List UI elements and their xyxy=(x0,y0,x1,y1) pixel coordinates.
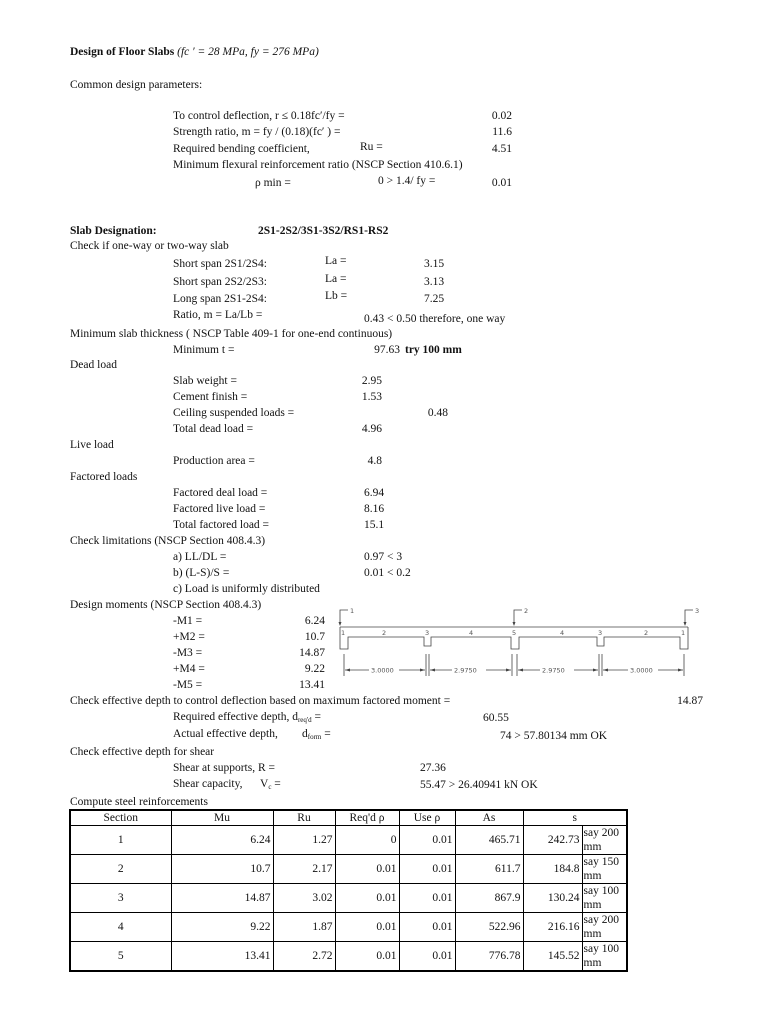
moment-m2-label: +M2 = xyxy=(173,631,205,643)
title-bold: Design of Floor Slabs xyxy=(70,46,175,58)
shear-support-label: Shear at supports, R = xyxy=(173,762,275,774)
cell-s: 184.8 xyxy=(523,855,582,884)
min-flexural-heading: Minimum flexural reinforcement ratio (NSCP Section 410.6.1) xyxy=(173,159,463,171)
cell-ru: 1.87 xyxy=(273,913,335,942)
min-t-label: Minimum t = xyxy=(173,344,235,356)
min-t-value: 97.63 xyxy=(374,344,400,356)
cell-as: 522.96 xyxy=(455,913,523,942)
section-marker-3: 3 xyxy=(695,607,700,615)
page-title xyxy=(70,45,319,59)
factored-dead-value: 6.94 xyxy=(364,487,385,499)
factored-loads-heading: Factored loads xyxy=(70,471,138,483)
ll-dl-value: 0.97 < 3 xyxy=(364,551,403,563)
short-span-2-symbol: La = xyxy=(325,273,347,285)
actual-depth-value: 74 > 57.80134 mm OK xyxy=(500,730,608,742)
strength-ratio-label: Strength ratio, m = fy / (0.18)(fc′ ) = xyxy=(173,126,341,138)
col-section: Section xyxy=(70,810,171,826)
cell-mu: 9.22 xyxy=(171,913,273,942)
cell-section: 1 xyxy=(70,826,171,855)
svg-text:5: 5 xyxy=(512,629,517,637)
shear-capacity-label: Shear capacity, xyxy=(173,778,243,790)
rho-min-label: ρ min = xyxy=(255,177,291,189)
col-spacing: s xyxy=(523,810,627,826)
deflection-check-heading: Check effective depth to control deflection based on maximum factored moment = xyxy=(70,695,451,707)
col-as: As xyxy=(455,810,523,826)
cell-s: 216.16 xyxy=(523,913,582,942)
dead-load-heading: Dead load xyxy=(70,359,117,371)
moment-m5-value: 13.41 xyxy=(299,679,325,691)
limitations-heading: Check limitations (NSCP Section 408.4.3) xyxy=(70,535,266,547)
col-ru: Ru xyxy=(273,810,335,826)
cement-finish-value: 1.53 xyxy=(361,391,382,403)
col-reqd-rho: Req'd ρ xyxy=(335,810,399,826)
svg-text:3: 3 xyxy=(425,629,430,637)
shear-check-heading: Check effective depth for shear xyxy=(70,746,215,758)
rho-min-value: 0.01 xyxy=(491,177,512,189)
long-span-value: 7.25 xyxy=(424,293,445,305)
svg-text:4: 4 xyxy=(469,629,474,637)
long-span-symbol: Lb = xyxy=(325,290,348,302)
total-factored-value: 15.1 xyxy=(364,519,385,531)
cell-mu: 6.24 xyxy=(171,826,273,855)
shear-capacity-symbol: $V_c$ = xyxy=(260,778,281,791)
continuous-slab-diagram xyxy=(336,604,708,686)
cell-as: 776.78 xyxy=(455,942,523,972)
cell-use: 0.01 xyxy=(399,826,455,855)
table-row xyxy=(70,884,627,913)
cell-mu: 13.41 xyxy=(171,942,273,972)
max-moment-value: 14.87 xyxy=(677,695,703,707)
svg-text:3: 3 xyxy=(598,629,603,637)
title-params: (fc ′ = 28 MPa, fy = 276 MPa) xyxy=(177,46,319,58)
actual-depth-symbol: $d_{form}$ = xyxy=(302,728,331,741)
span-diff-label: b) (L-S)/S = xyxy=(173,567,230,579)
table-header-row xyxy=(70,810,627,826)
cell-s: 242.73 xyxy=(523,826,582,855)
ceiling-loads-value: 0.48 xyxy=(427,407,448,419)
bending-coeff-value: 4.51 xyxy=(491,143,512,155)
short-span-2-value: 3.13 xyxy=(424,276,445,288)
common-heading: Common design parameters: xyxy=(70,79,203,91)
long-span-label: Long span 2S1-2S4: xyxy=(173,293,267,305)
total-dead-load-label: Total dead load = xyxy=(173,423,254,435)
total-dead-load-value: 4.96 xyxy=(361,423,382,435)
cell-mu: 14.87 xyxy=(171,884,273,913)
span-diff-value: 0.01 < 0.2 xyxy=(364,567,411,579)
moment-m5-label: -M5 = xyxy=(173,679,203,691)
cell-reqd: 0.01 xyxy=(335,913,399,942)
factored-dead-label: Factored deal load = xyxy=(173,487,268,499)
cell-use: 0.01 xyxy=(399,942,455,972)
svg-text:1: 1 xyxy=(681,629,686,637)
cell-ru: 2.72 xyxy=(273,942,335,972)
cell-s: 130.24 xyxy=(523,884,582,913)
cell-say: say 100 mm xyxy=(582,942,627,972)
factored-live-value: 8.16 xyxy=(364,503,385,515)
section-marker-1: 1 xyxy=(350,607,355,615)
short-span-1-value: 3.15 xyxy=(424,258,445,270)
min-thickness-heading: Minimum slab thickness ( NSCP Table 409-1 for one-end continuous) xyxy=(70,328,393,340)
total-factored-label: Total factored load = xyxy=(173,519,270,531)
svg-text:4: 4 xyxy=(560,629,565,637)
cell-reqd: 0.01 xyxy=(335,884,399,913)
cell-ru: 2.17 xyxy=(273,855,335,884)
ratio-value: 0.43 < 0.50 therefore, one way xyxy=(364,313,506,325)
factored-live-label: Factored live load = xyxy=(173,503,266,515)
one-way-check-heading: Check if one-way or two-way slab xyxy=(70,240,229,252)
slab-weight-value: 2.95 xyxy=(361,375,382,387)
cell-section: 5 xyxy=(70,942,171,972)
shear-support-value: 27.36 xyxy=(420,762,446,774)
live-load-heading: Live load xyxy=(70,439,114,451)
cell-reqd: 0 xyxy=(335,826,399,855)
cell-reqd: 0.01 xyxy=(335,855,399,884)
table-row xyxy=(70,942,627,972)
svg-text:1: 1 xyxy=(341,629,346,637)
moment-m4-label: +M4 = xyxy=(173,663,205,675)
slab-designation-label: Slab Designation: xyxy=(70,225,157,237)
cell-s: 145.52 xyxy=(523,942,582,972)
slab-designation-value: 2S1-2S2/3S1-3S2/RS1-RS2 xyxy=(258,225,389,237)
cell-as: 867.9 xyxy=(455,884,523,913)
uniform-load-note: c) Load is uniformly distributed xyxy=(173,583,320,595)
cell-ru: 1.27 xyxy=(273,826,335,855)
bending-coeff-label: Required bending coefficient, xyxy=(173,143,310,155)
cell-use: 0.01 xyxy=(399,884,455,913)
svg-text:2: 2 xyxy=(382,629,387,637)
cell-reqd: 0.01 xyxy=(335,942,399,972)
cell-say: say 200 mm xyxy=(582,826,627,855)
table-row xyxy=(70,855,627,884)
cell-say: say 100 mm xyxy=(582,884,627,913)
cell-section: 2 xyxy=(70,855,171,884)
production-area-value: 4.8 xyxy=(367,455,382,467)
rho-min-formula: 0 > 1.4/ fy = xyxy=(378,175,436,187)
steel-reinforcement-table xyxy=(69,809,628,972)
moment-m1-label: -M1 = xyxy=(173,615,203,627)
production-area-label: Production area = xyxy=(173,455,255,467)
dimension-3: 2.9750 xyxy=(542,666,565,675)
slab-weight-label: Slab weight = xyxy=(173,375,237,387)
required-depth-value: 60.55 xyxy=(483,712,509,724)
steel-heading: Compute steel reinforcements xyxy=(70,796,208,808)
cell-section: 3 xyxy=(70,884,171,913)
cell-mu: 10.7 xyxy=(171,855,273,884)
cell-as: 611.7 xyxy=(455,855,523,884)
col-mu: Mu xyxy=(171,810,273,826)
moment-m3-value: 14.87 xyxy=(299,647,325,659)
dimension-2: 2.9750 xyxy=(454,666,477,675)
cell-use: 0.01 xyxy=(399,913,455,942)
cell-section: 4 xyxy=(70,913,171,942)
short-span-1-label: Short span 2S1/2S4: xyxy=(173,258,267,270)
ll-dl-label: a) LL/DL = xyxy=(173,551,227,563)
min-t-try: try 100 mm xyxy=(405,344,462,356)
cell-as: 465.71 xyxy=(455,826,523,855)
ceiling-loads-label: Ceiling suspended loads = xyxy=(173,407,295,419)
cell-say: say 150 mm xyxy=(582,855,627,884)
table-row xyxy=(70,913,627,942)
cell-say: say 200 mm xyxy=(582,913,627,942)
ratio-label: Ratio, m = La/Lb = xyxy=(173,309,263,321)
short-span-2-label: Short span 2S2/2S3: xyxy=(173,276,267,288)
moment-m1-value: 6.24 xyxy=(304,615,325,627)
dimension-1: 3.0000 xyxy=(371,666,394,675)
svg-text:2: 2 xyxy=(644,629,649,637)
cement-finish-label: Cement finish = xyxy=(173,391,248,403)
bending-coeff-symbol: Ru = xyxy=(360,141,383,153)
short-span-1-symbol: La = xyxy=(325,255,347,267)
design-moments-heading: Design moments (NSCP Section 408.4.3) xyxy=(70,599,262,611)
deflection-ratio-value: 0.02 xyxy=(491,110,512,122)
shear-capacity-value: 55.47 > 26.40941 kN OK xyxy=(420,779,538,791)
strength-ratio-value: 11.6 xyxy=(492,126,512,138)
moment-m4-value: 9.22 xyxy=(304,663,325,675)
cell-ru: 3.02 xyxy=(273,884,335,913)
table-row xyxy=(70,826,627,855)
moment-m3-label: -M3 = xyxy=(173,647,203,659)
cell-use: 0.01 xyxy=(399,855,455,884)
actual-depth-label: Actual effective depth, xyxy=(173,728,278,740)
col-use-rho: Use ρ xyxy=(399,810,455,826)
section-marker-2: 2 xyxy=(524,607,529,615)
deflection-ratio-label: To control deflection, r ≤ 0.18fc′/fy = xyxy=(173,110,345,122)
dimension-4: 3.0000 xyxy=(630,666,653,675)
required-depth-label: Required effective depth, $d_{req'd}$ = xyxy=(173,711,322,724)
moment-m2-value: 10.7 xyxy=(304,631,325,643)
